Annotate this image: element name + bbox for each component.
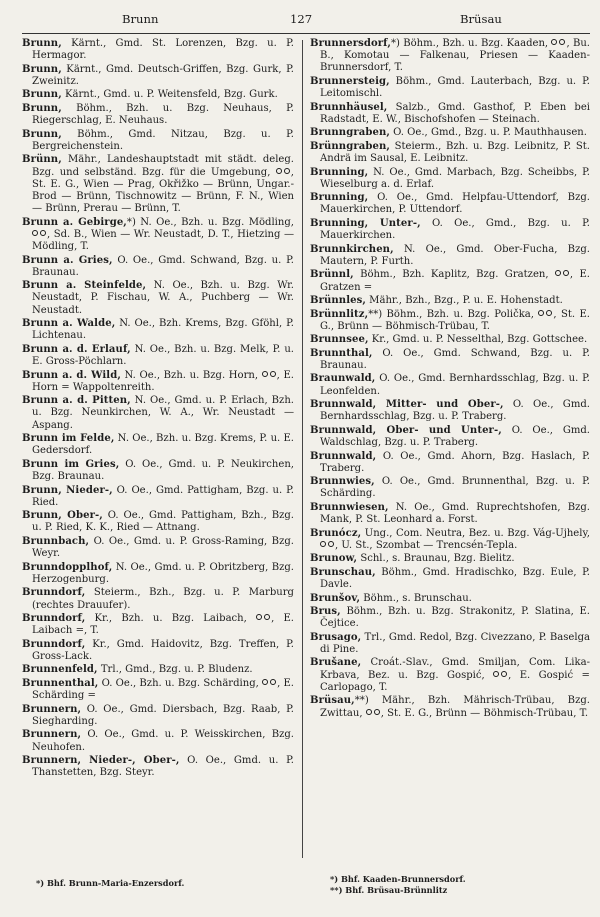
- right-column: [310, 38, 590, 721]
- entry-text: Böhm., Bzh. u. Bzg. Neuhaus, P. Riegerschlag, E. Neuhaus.: [32, 102, 294, 127]
- entry-text: Kr., Gmd. u. P. Nesselthal, Bzg. Gottschee.: [368, 334, 588, 346]
- entry-text: Mähr., Landeshauptstadt mit städt. deleg. Bzg. und selbständ. Bzg. für die Umgebung, , St. E. G., Wien — Prag, Okřižko — Brünn, Ungar.-Brod — Brünn, Tischnowitz — Brünn, F. N., Wien — Brünn, Prerau — Brünn, T.: [32, 154, 294, 215]
- entry-name: Brunn im Gries,: [22, 458, 120, 470]
- entry: [310, 192, 590, 216]
- entry-name: Brünnles,: [310, 295, 366, 307]
- entry-name: Brunn, Nieder-,: [22, 484, 113, 496]
- entry-name: Brunn a. Steinfelde,: [22, 280, 147, 292]
- entry: [22, 38, 294, 62]
- entry: [22, 485, 294, 509]
- entry-name: Brünngraben,: [310, 140, 390, 152]
- entry: [310, 553, 590, 565]
- entry-name: Brunnwald, Mitter- und Ober-,: [310, 399, 504, 411]
- entry-text: O. Oe., Gmd., Bzg. u. P. Mauthhausen.: [389, 127, 587, 139]
- entry-text: O. Oe., Gmd. Schwand, Bzg. u. P. Braunau.: [32, 254, 294, 278]
- entry-text: *) Böhm., Bzh. u. Bzg. Kaaden, , Bu. B., Komotau — Falkenau, Priesen — Kaaden-Brunnersdorf, T.: [320, 38, 590, 74]
- entry: [310, 334, 590, 346]
- footnote: *) Bhf. Brunn-Maria-Enzersdorf.: [36, 878, 185, 888]
- entry-text: Kr., Bzh. u. Bzg. Laibach, , E. Laibach =, T.: [32, 613, 294, 637]
- entry: [22, 562, 294, 586]
- entry-name: Brunn,: [22, 38, 62, 49]
- entry-name: Brünn,: [22, 154, 62, 166]
- entry-text: Böhm., s. Brunschau.: [360, 592, 472, 604]
- entry-text: Böhm., Gmd. Lauterbach, Bzg. u. P. Leitomischl.: [320, 75, 590, 100]
- entry-name: Brunn a. d. Erlauf,: [22, 343, 131, 355]
- entry-text: O. Oe., Gmd. Ahorn, Bzg. Haslach, P. Traberg.: [320, 450, 590, 474]
- entry: [22, 103, 294, 127]
- entry-text: **) Mähr., Bzh. Mährisch-Trübau, Bzg. Zwittau, , St. E. G., Brünn — Böhmisch-Trübau, T.: [320, 695, 590, 719]
- entry-text: N. Oe., Bzh. u. Bzg. Melk, P. u. E. Gross-Pöchlarn.: [32, 343, 294, 368]
- entry-name: Brunndopplhof,: [22, 561, 113, 573]
- entry: [22, 729, 294, 753]
- entry-name: Brunning, Unter-,: [310, 217, 421, 229]
- entry-text: O. Oe., Gmd. Waldschlag, Bzg. u. P. Traberg.: [320, 424, 590, 449]
- entry: [22, 433, 294, 457]
- entry-text: Böhm., Gmd. Hradischko, Bzg. Eule, P. Davle.: [320, 566, 590, 591]
- entry-name: Brunnenthal,: [22, 677, 99, 689]
- entry-text: N. Oe., Bzh. Krems, Bzg. Gföhl, P. Lichtenau.: [32, 318, 294, 342]
- entry-text: N. Oe., Gmd. u. P. Erlach, Bzh. u. Bzg. Neunkirchen, W. A., Wr. Neustadt — Aspang.: [32, 395, 294, 431]
- entry: [310, 502, 590, 526]
- entry-text: N. Oe., Gmd. Marbach, Bzg. Scheibbs, P. Wieselburg a. d. Erlaf.: [320, 166, 590, 190]
- entry-name: Brunn,: [22, 102, 62, 114]
- entry: [22, 217, 294, 254]
- entry-name: Brunnwald, Ober- und Unter-,: [310, 424, 502, 436]
- entry-name: Brunn a. d. Wild,: [22, 369, 121, 381]
- entry-name: Brus,: [310, 606, 341, 618]
- entry: [22, 613, 294, 637]
- entry: [310, 218, 590, 242]
- entry-name: Brunn,: [22, 63, 62, 75]
- entry-text: Steierm., Bzh. u. Bzg. Leibnitz, P. St. Andrä im Sausal, E. Leibnitz.: [320, 140, 590, 165]
- footnote: *) Bhf. Kaaden-Brunnersdorf.: [330, 874, 466, 884]
- left-column: [22, 38, 294, 781]
- entry-text: Ung., Com. Neutra, Bez. u. Bzg. Vág-Ujhely, , U. St., Szombat — Trencsén-Tepla.: [320, 528, 590, 551]
- entry-name: Brunnhäusel,: [310, 101, 388, 113]
- entry-text: O. Oe., Gmd. Pattigham, Bzg. u. P. Ried.: [32, 484, 294, 508]
- entry-text: O. Oe., Bzh. u. Bzg. Schärding, , E. Schärding =: [32, 677, 294, 702]
- entry-name: Brunn, Ober-,: [22, 510, 103, 522]
- entry: [310, 127, 590, 139]
- entry-text: N. Oe., Bzh. u. Bzg. Wr. Neustadt, P. Fischau, W. A., Puchberg — Wr. Neustadt.: [32, 280, 294, 316]
- entry: [310, 425, 590, 449]
- entry-text: Böhm., Bzh. u. Bzg. Strakonitz, P. Slatina, E. Čejtice.: [320, 606, 590, 630]
- entry: [310, 348, 590, 372]
- entry-name: Brünnl,: [310, 269, 354, 281]
- entry: [310, 38, 590, 75]
- railway-station-icon: [256, 613, 271, 622]
- entry-name: Brunnersdorf,: [310, 38, 391, 49]
- entry-text: Schl., s. Braunau, Bzg. Bielitz.: [357, 553, 515, 565]
- entry-text: Kärnt., Gmd. Deutsch-Griffen, Bzg. Gurk, P. Zweinitz.: [32, 63, 294, 87]
- entry-name: Brunnthal,: [310, 347, 373, 359]
- entry: [310, 657, 590, 694]
- entry-name: Brunning,: [310, 166, 369, 178]
- entry: [22, 395, 294, 432]
- entry: [22, 64, 294, 88]
- entry-text: O. Oe., Gmd. u. P. Weisskirchen, Bzg. Neuhofen.: [32, 729, 294, 753]
- entry-text: Trl., Gmd. Redol, Bzg. Civezzano, P. Baselga di Pine.: [320, 631, 590, 655]
- entry-text: N. Oe., Gmd. Ober-Fucha, Bzg. Mautern, P. Furth.: [320, 243, 590, 267]
- entry: [310, 309, 590, 333]
- entry-text: O. Oe., Gmd. Helpfau-Uttendorf, Bzg. Mauerkirchen, P. Uttendorf.: [320, 192, 590, 216]
- entry-name: Braunwald,: [310, 373, 376, 385]
- entry-text: N. Oe., Gmd. u. P. Obritzberg, Bzg. Herzogenburg.: [32, 561, 294, 585]
- header-rule: [22, 33, 590, 34]
- entry-name: Brunnenfeld,: [22, 664, 98, 676]
- entry-name: Brüsau,: [310, 695, 355, 707]
- entry: [22, 755, 294, 779]
- entry-name: Brunšov,: [310, 592, 361, 604]
- entry: [22, 678, 294, 702]
- entry-text: N. Oe., Bzh. u. Bzg. Krems, P. u. E. Gedersdorf.: [32, 433, 294, 457]
- entry: [310, 567, 590, 591]
- entry: [22, 510, 294, 534]
- entry: [310, 632, 590, 656]
- entry-text: Böhm., Bzh. Kaplitz, Bzg. Gratzen, , E. Gratzen =: [320, 269, 590, 293]
- railway-station-icon: [366, 708, 381, 717]
- entry: [310, 141, 590, 165]
- entry-text: Croát.-Slav., Gmd. Smiljan, Com. Lika-Krbava, Bez. u. Bzg. Gospić, , E. Gospić = Carlopago, T.: [320, 657, 590, 693]
- entry-name: Brunnwies,: [310, 476, 375, 488]
- page-number: 127: [290, 12, 313, 26]
- entry-name: Brunn im Felde,: [22, 433, 115, 445]
- running-header: [22, 8, 590, 32]
- entry: [310, 399, 590, 423]
- entry-name: Brunow,: [310, 553, 358, 565]
- entry-text: Steierm., Bzh., Bzg. u. P. Marburg (rechtes Drauufer).: [32, 587, 294, 611]
- footnote: **) Bhf. Brüsau-Brünnlitz: [330, 885, 448, 895]
- entry-text: O. Oe., Gmd. Schwand, Bzg. u. P. Braunau.: [320, 347, 590, 371]
- entry-name: Brunn,: [22, 128, 62, 140]
- entry-name: Brunschau,: [310, 566, 376, 578]
- entry-name: Brunócz,: [310, 527, 362, 539]
- entry-text: O. Oe., Gmd. Brunnenthal, Bzg. u. P. Schärding.: [320, 476, 590, 500]
- entry-text: O. Oe., Gmd. Pattigham, Bzh., Bzg. u. P. Ried, K. K., Ried — Attnang.: [32, 510, 294, 534]
- entry-name: Brunnwiesen,: [310, 501, 389, 513]
- entry-name: Brunndorf,: [22, 638, 86, 650]
- entry: [310, 269, 590, 293]
- entry: [310, 373, 590, 397]
- entry-text: Mähr., Bzh., Bzg., P. u. E. Hohenstadt.: [365, 295, 563, 307]
- footnotes-left: [36, 878, 184, 889]
- entry-name: Brunn,: [22, 89, 62, 101]
- entry-name: Brunnern,: [22, 729, 82, 741]
- entry: [310, 528, 590, 552]
- entry: [22, 344, 294, 368]
- entry-text: Böhm., Gmd. Nitzau, Bzg. u. P. Bergreichenstein.: [32, 128, 294, 152]
- entry: [310, 102, 590, 126]
- entry-name: Brunngraben,: [310, 127, 390, 139]
- entry-name: Brünnlitz,: [310, 308, 369, 320]
- railway-station-icon: [493, 670, 508, 679]
- entry-name: Brunnwald,: [310, 450, 377, 462]
- entry: [310, 295, 590, 307]
- railway-station-icon: [320, 540, 335, 549]
- header-right-word: Brüsau: [460, 12, 502, 26]
- railway-station-icon: [538, 309, 553, 318]
- entry-text: *) N. Oe., Bzh. u. Bzg. Mödling, , Sd. B., Wien — Wr. Neustadt, D. T., Hietzing — Mödling, T.: [32, 216, 294, 253]
- entry: [22, 154, 294, 215]
- entry: [310, 167, 590, 191]
- entry-text: Kärnt., Gmd. St. Lorenzen, Bzg. u. P. Hermagor.: [32, 38, 294, 62]
- entry-text: O. Oe., Gmd., Bzg. u. P. Mauerkirchen.: [320, 217, 590, 242]
- entry-text: Trl., Gmd., Bzg. u. P. Bludenz.: [97, 664, 253, 676]
- entry-name: Brunnern,: [22, 703, 82, 715]
- entry-name: Brunnern, Nieder-, Ober-,: [22, 755, 180, 767]
- entry-name: Brunn a. d. Pitten,: [22, 395, 131, 407]
- entry-name: Brunnkirchen,: [310, 243, 394, 255]
- entry-text: Kr., Gmd. Haidovitz, Bzg. Treffen, P. Gross-Lack.: [32, 638, 294, 662]
- footnotes-right: [330, 874, 466, 896]
- entry-text: **) Böhm., Bzh. u. Bzg. Polička, , St. E. G., Brünn — Böhmisch-Trübau, T.: [320, 308, 590, 332]
- entry-text: O. Oe., Gmd. Diersbach, Bzg. Raab, P. Siegharding.: [32, 703, 294, 727]
- entry-text: N. Oe., Bzh. u. Bzg. Horn, , E. Horn = Wappoltenreith.: [32, 369, 294, 393]
- entry-name: Brunndorf,: [22, 587, 86, 599]
- railway-station-icon: [32, 229, 47, 238]
- entry-name: Brunn a. Gebirge,: [22, 216, 127, 228]
- entry-text: Kärnt., Gmd. u. P. Weitensfeld, Bzg. Gurk.: [61, 89, 278, 101]
- railway-station-icon: [555, 269, 570, 278]
- railway-station-icon: [262, 678, 277, 687]
- column-divider: [302, 40, 303, 858]
- entry: [22, 370, 294, 394]
- entry: [22, 280, 294, 317]
- entry-name: Brusago,: [310, 631, 362, 643]
- entry: [310, 244, 590, 268]
- entry: [22, 587, 294, 611]
- entry-name: Brunnersteig,: [310, 75, 390, 87]
- entry: [22, 255, 294, 279]
- entry-name: Brunning,: [310, 192, 369, 204]
- entry: [22, 536, 294, 560]
- entry: [22, 89, 294, 101]
- entry: [22, 704, 294, 728]
- entry: [310, 606, 590, 630]
- entry-name: Brunn a. Walde,: [22, 318, 116, 330]
- entry-text: O. Oe., Gmd. u. P. Gross-Raming, Bzg. Weyr.: [32, 535, 294, 560]
- railway-station-icon: [276, 167, 291, 176]
- entry-text: N. Oe., Gmd. Ruprechtshofen, Bzg. Mank, P. St. Leonhard a. Forst.: [320, 501, 590, 526]
- entry-name: Brušane,: [310, 657, 362, 669]
- railway-station-icon: [551, 38, 566, 47]
- entry-name: Brunn a. Gries,: [22, 254, 113, 266]
- entry: [310, 695, 590, 719]
- entry-text: Salzb., Gmd. Gasthof, P. Eben bei Radstadt, E. W., Bischofshofen — Steinach.: [320, 101, 590, 125]
- entry: [310, 476, 590, 500]
- entry: [310, 593, 590, 605]
- entry: [310, 451, 590, 475]
- entry: [22, 129, 294, 153]
- entry-name: Brunnbach,: [22, 535, 90, 547]
- entry-text: O. Oe., Gmd. u. P. Neukirchen, Bzg. Braunau.: [32, 458, 294, 483]
- entry: [22, 318, 294, 342]
- entry: [22, 459, 294, 483]
- entry: [22, 639, 294, 663]
- railway-station-icon: [262, 370, 277, 379]
- entry-name: Brunndorf,: [22, 613, 86, 625]
- entry-name: Brunnsee,: [310, 334, 369, 346]
- entry-text: O. Oe., Gmd. u. P. Thanstetten, Bzg. Steyr.: [32, 755, 294, 779]
- entry-text: O. Oe., Gmd. Bernhardsschlag, Bzg. u. P. Leonfelden.: [320, 373, 590, 397]
- header-left-word: Brunn: [122, 12, 159, 26]
- entry-text: O. Oe., Gmd. Bernhardsschlag, Bzg. u. P. Traberg.: [320, 399, 590, 423]
- entry: [310, 76, 590, 100]
- entry: [22, 664, 294, 676]
